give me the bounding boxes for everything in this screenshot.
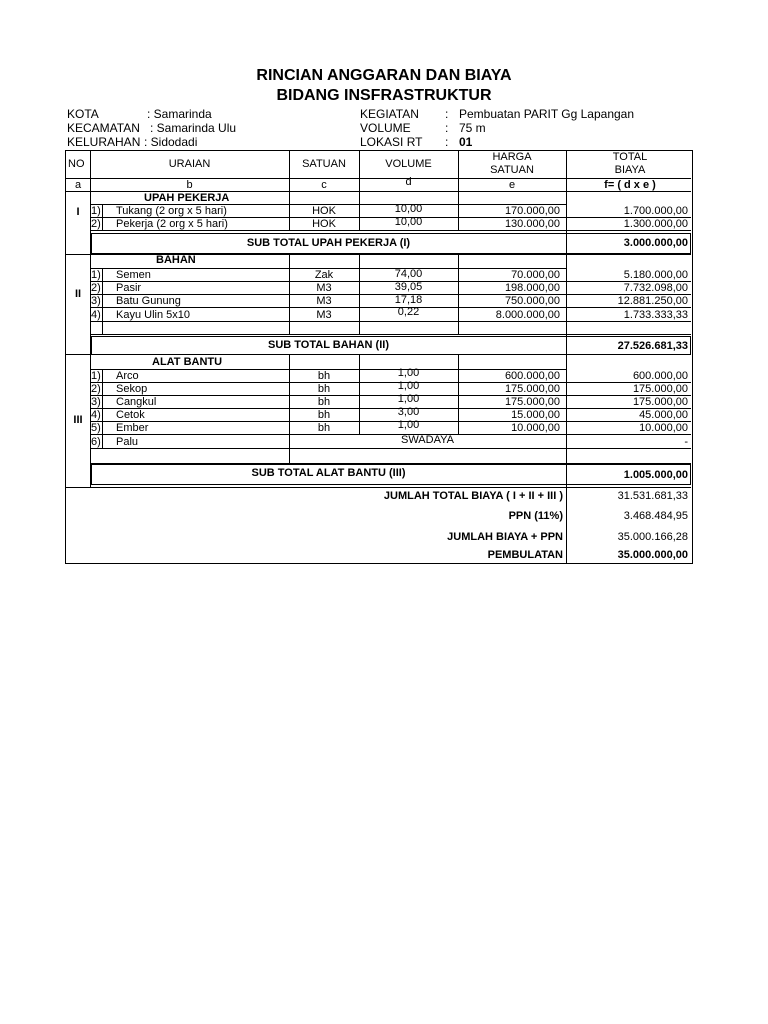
subtotal-upah-value: 3.000.000,00 (623, 237, 688, 249)
row-volume: 17,18 (394, 294, 423, 306)
header-volume: VOLUME (385, 158, 432, 170)
header-no: NO (68, 158, 85, 170)
row-swadaya: SWADAYA (401, 434, 454, 446)
row-num: 2) (91, 282, 101, 294)
jumlah-biaya-ppn-value: 35.000.166,28 (617, 531, 688, 543)
volume-value: 75 m (459, 121, 486, 135)
row-num: 1) (91, 269, 101, 281)
row-name: Semen (116, 269, 151, 281)
jumlah-total-label: JUMLAH TOTAL BIAYA ( I + II + III ) (383, 490, 563, 502)
row-name: Arco (116, 370, 139, 382)
row-price: 750.000,00 (504, 295, 560, 307)
row-total: 45.000,00 (639, 409, 688, 421)
section1-numeral: I (76, 206, 80, 218)
subtotal-alat-label: SUB TOTAL ALAT BANTU (III) (251, 467, 406, 479)
row-price: 198.000,00 (504, 282, 560, 294)
kota-label: KOTA (67, 107, 99, 121)
row-num: 2) (91, 383, 101, 395)
ppn-label: PPN (11%) (508, 510, 563, 522)
row-total: 12.881.250,00 (617, 295, 688, 307)
row-price: 70.000,00 (511, 269, 560, 281)
row-num: 3) (91, 396, 101, 408)
kegiatan-colon: : (445, 107, 449, 121)
row-name: Palu (116, 436, 139, 448)
row-volume: 1,00 (397, 367, 420, 379)
row-unit: bh (317, 370, 331, 382)
kecamatan-value: : Samarinda Ulu (150, 121, 237, 135)
jumlah-total-value: 31.531.681,33 (617, 490, 688, 502)
header-harga-line1: HARGA (492, 151, 532, 163)
volume-label: VOLUME (360, 121, 411, 135)
row-line (90, 334, 691, 335)
row-total: 1.700.000,00 (623, 205, 688, 217)
row-volume: 3,00 (397, 406, 420, 418)
row-unit: M3 (316, 295, 332, 307)
row-price: 8.000.000,00 (495, 309, 560, 321)
row-price: 175.000,00 (504, 383, 560, 395)
row-unit: bh (317, 396, 331, 408)
subtotal-alat-value: 1.005.000,00 (623, 469, 688, 481)
header-uraian: URAIAN (168, 158, 211, 170)
row-name: Tukang (2 org x 5 hari) (116, 205, 227, 217)
row-num: 4) (91, 309, 101, 321)
section3-title: ALAT BANTU (152, 356, 223, 368)
kegiatan-label: KEGIATAN (360, 107, 419, 121)
row-price: 600.000,00 (504, 370, 560, 382)
header-total-line1: TOTAL (612, 151, 648, 163)
document-title: RINCIAN ANGGARAN DAN BIAYA (256, 67, 512, 84)
lokasi-label: LOKASI RT (360, 135, 423, 149)
code-d: d (405, 176, 412, 188)
row-price: 130.000,00 (504, 218, 560, 230)
row-name: Batu Gunung (116, 295, 181, 307)
row-name: Pasir (116, 282, 142, 294)
row-price: 10.000,00 (511, 422, 560, 434)
row-unit: bh (317, 422, 331, 434)
row-name: Kayu Ulin 5x10 (116, 309, 190, 321)
section2-numeral: II (74, 288, 82, 300)
budget-table (65, 150, 693, 564)
kota-value: : Samarinda (147, 107, 212, 121)
row-volume: 1,00 (397, 419, 420, 431)
row-volume: 1,00 (397, 393, 420, 405)
row-total: 600.000,00 (632, 370, 688, 382)
kelurahan-label: KELURAHAN (67, 135, 141, 149)
row-volume: 1,00 (397, 380, 420, 392)
row-total: 10.000,00 (639, 422, 688, 434)
row-unit: bh (317, 409, 331, 421)
kecamatan-label: KECAMATAN (67, 121, 140, 135)
section3-numeral: III (73, 414, 83, 426)
lokasi-colon: : (445, 135, 449, 149)
row-unit: M3 (316, 309, 332, 321)
row-unit: Zak (314, 269, 334, 281)
section3-divider (66, 487, 691, 488)
pembulatan-value: 35.000.000,00 (617, 549, 688, 561)
row-unit: HOK (312, 205, 336, 217)
row-volume: 10,00 (394, 216, 423, 228)
row-total: - (684, 436, 688, 448)
row-unit: HOK (312, 218, 336, 230)
code-a: a (74, 179, 82, 191)
code-b: b (186, 179, 193, 191)
row-name: Ember (116, 422, 149, 434)
row-volume: 74,00 (394, 268, 423, 280)
subtotal-upah-label: SUB TOTAL UPAH PEKERJA (I) (246, 237, 411, 249)
section1-title: UPAH PEKERJA (144, 192, 230, 204)
row-num: 1) (91, 370, 101, 382)
col-line (102, 204, 103, 230)
row-total: 1.733.333,33 (623, 309, 688, 321)
row-num: 5) (91, 422, 101, 434)
row-volume: 0,22 (397, 306, 420, 318)
code-e: e (508, 179, 516, 191)
row-volume: 10,00 (394, 203, 423, 215)
subtotal-bahan-value: 27.526.681,33 (617, 340, 688, 352)
header-total-line2: BIAYA (614, 164, 646, 176)
row-name: Pekerja (2 org x 5 hari) (116, 218, 228, 230)
row-unit: bh (317, 383, 331, 395)
code-c: c (321, 179, 327, 191)
section2-title: BAHAN (156, 254, 196, 266)
row-total: 1.300.000,00 (623, 218, 688, 230)
row-num: 3) (91, 295, 101, 307)
pembulatan-label: PEMBULATAN (487, 549, 563, 561)
row-num: 2) (91, 218, 101, 230)
jumlah-biaya-ppn-label: JUMLAH BIAYA + PPN (447, 531, 563, 543)
row-price: 170.000,00 (504, 205, 560, 217)
header-satuan: SATUAN (302, 158, 346, 170)
document-subtitle: BIDANG INSFRASTRUKTUR (276, 87, 492, 104)
row-num: 4) (91, 409, 101, 421)
lokasi-value: 01 (459, 135, 473, 149)
row-name: Sekop (116, 383, 148, 395)
row-name: Cangkul (116, 396, 157, 408)
ppn-value: 3.468.484,95 (623, 510, 688, 522)
row-num: 6) (91, 436, 101, 448)
volume-colon: : (445, 121, 449, 135)
row-total: 175.000,00 (632, 383, 688, 395)
row-price: 15.000,00 (511, 409, 560, 421)
row-price: 175.000,00 (504, 396, 560, 408)
row-total: 7.732.098,00 (623, 282, 688, 294)
row-total: 175.000,00 (632, 396, 688, 408)
row-volume: 39,05 (394, 281, 423, 293)
row-unit: M3 (316, 282, 332, 294)
kelurahan-value: : Sidodadi (144, 135, 198, 149)
row-name: Cetok (116, 409, 145, 421)
col-line (102, 369, 103, 448)
kegiatan-value: Pembuatan PARIT Gg Lapangan (459, 107, 635, 121)
row-num: 1) (91, 205, 101, 217)
col-line (102, 268, 103, 334)
code-f: f= ( d x e ) (604, 179, 656, 191)
subtotal-bahan-label: SUB TOTAL BAHAN (II) (268, 339, 389, 351)
header-harga-line2: SATUAN (490, 164, 534, 176)
row-total: 5.180.000,00 (623, 269, 688, 281)
